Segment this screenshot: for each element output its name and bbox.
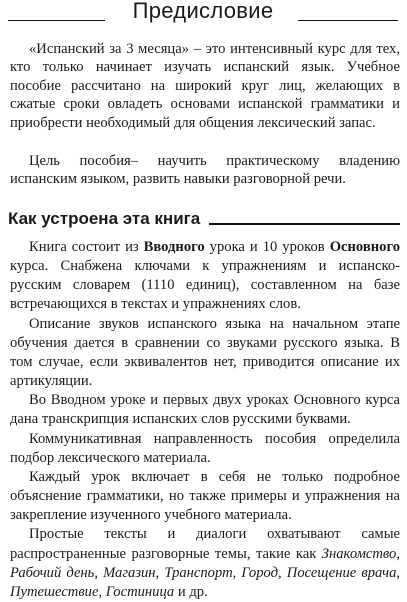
intro-paragraph-2: Цель пособия– научить практическому владению испанским языком, развить навыки разговорной речи. (10, 153, 400, 188)
header-rule-right (298, 20, 398, 21)
section-rule (209, 223, 400, 225)
book-paragraph-4: Коммуникативная направленность пособия определила подбор лексического материала. (10, 430, 400, 466)
topic-italic: Посещение врача (286, 564, 397, 581)
bold-term-intro-lesson: Вводного (143, 239, 205, 255)
section-title: Как устроена эта книга (8, 209, 201, 228)
topic-italic: Путешествие (10, 583, 99, 600)
book-paragraph-2: Описание звуков испанского языка на начальном этапе обучения дается в сравнении со звуками русского языка. В том случае, если эквивалентов нет, приводится описание их артикуляции. (10, 315, 400, 390)
topic-italic: Рабочий день (10, 564, 95, 581)
intro-paragraph-1: «Испанский за 3 месяца» – это интенсивный курс для тех, кто только начинает изучать испанский язык. Учебное пособие рассчитано на широкий круг лиц, желающих в сжатые сроки овладеть основами испанской грамматики и приобрести необходимый для общения лексический запас. (10, 41, 400, 131)
book-paragraph-1: Книга состоит из Вводного урока и 10 уроков Основного курса. Снабжена ключами к упражнениям и испанско-русским словарем (1110 единиц), составленном на базе встречающихся в текстах и упражнениях слов. (10, 239, 401, 313)
header-rule-left (8, 20, 105, 21)
topic-italic: Знакомство (321, 545, 397, 562)
topic-italic: Магазин (103, 564, 156, 581)
topic-italic: Транспорт (164, 564, 233, 581)
page-title: Предисловие (132, 0, 274, 23)
book-paragraph-6: Простые тексты и диалоги охватывают самые распространенные разговорные темы, такие как Знакомство, Рабочий день, Магазин, Транспорт, Город, Посещение врача, Путешествие, Гостиница и др. (10, 526, 401, 600)
topic-italic: Гостиница (105, 583, 175, 600)
book-paragraph-5: Каждый урок включает в себя не только подробное объяснение грамматики, но также примеры и упражнения на закрепление изученного учебного материала. (10, 468, 400, 524)
bold-term-main-course: Основного (329, 239, 401, 255)
topic-italic: Город (241, 564, 279, 581)
section-body (10, 238, 400, 602)
page-header (0, 0, 407, 28)
book-paragraph-3: Во Вводном уроке и первых двух уроках Основного курса дана транскрипция испанских слов русскими буквами. (10, 392, 400, 428)
section-heading (8, 209, 400, 231)
